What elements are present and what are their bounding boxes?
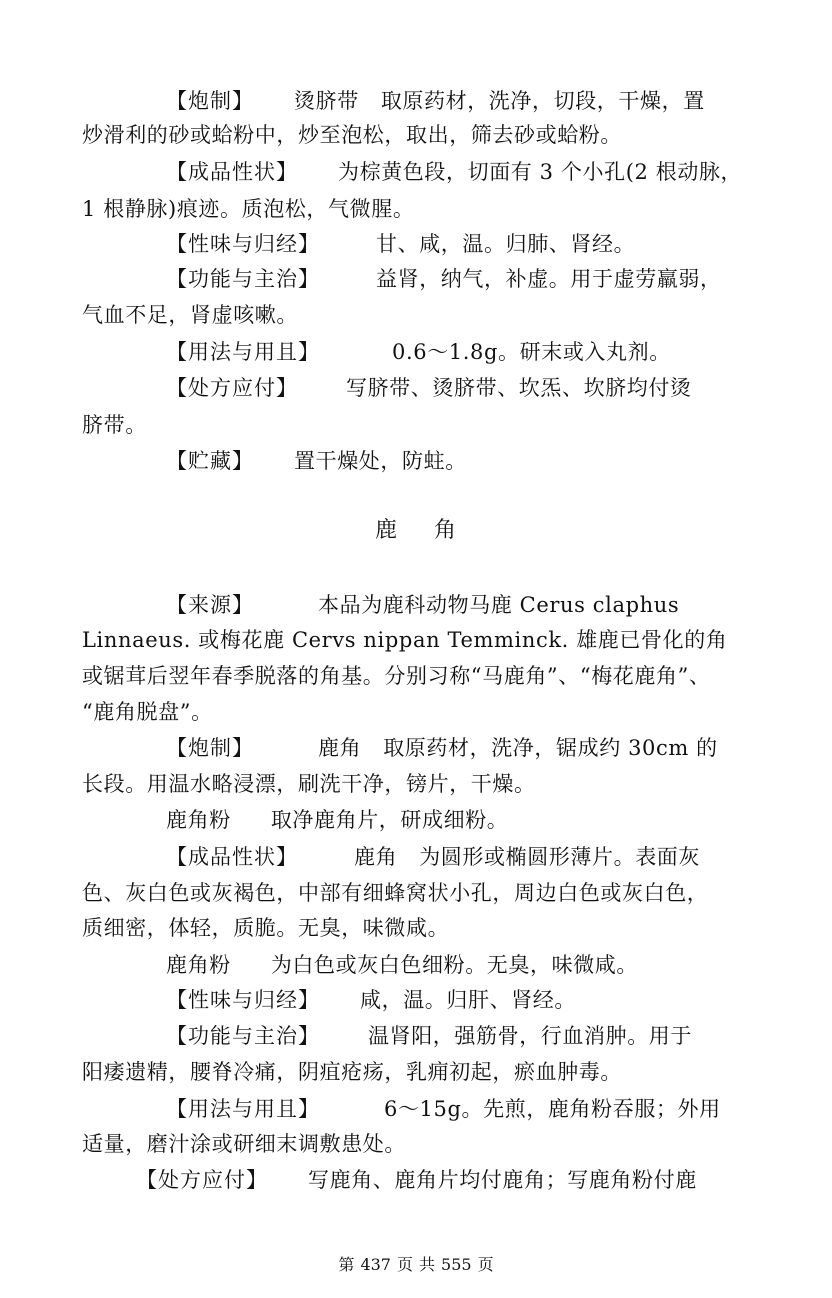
paragraph-yongfa <box>166 1095 752 1123</box>
paragraph-line: 阳痿遗精，腰脊冷痛，阴疽疮疡，乳痈初起，瘀血肿毒。 <box>82 1060 622 1084</box>
paragraph-xingwei <box>166 230 752 258</box>
footer-text: 页 <box>477 1255 494 1274</box>
title-char: 角 <box>434 518 458 543</box>
page-footer <box>0 1254 832 1276</box>
section-tag: 【功能与主治】 <box>166 1024 320 1048</box>
entry-title <box>0 517 832 545</box>
paragraph-yongfa <box>166 338 752 366</box>
footer-text: 第 <box>338 1255 355 1274</box>
paragraph-text: 咸，温。归肝、肾经。 <box>360 988 576 1012</box>
total-pages: 555 <box>441 1255 472 1274</box>
item-name: 烫脐带 <box>294 89 359 113</box>
paragraph-line: 气血不足，肾虚咳嗽。 <box>82 303 298 327</box>
section-tag: 【贮藏】 <box>166 449 254 473</box>
footer-text: 页 <box>396 1255 413 1274</box>
paragraph-gongneng <box>166 1022 752 1050</box>
paragraph-line: 1 根静脉)痕迹。质泡松，气微腥。 <box>82 197 415 221</box>
paragraph-xingzhuang <box>166 843 752 871</box>
paragraph-line: 炒滑利的砂或蛤粉中，炒至泡松，取出，筛去砂或蛤粉。 <box>82 123 622 147</box>
paragraph-chufang <box>136 1166 752 1194</box>
paragraph-text: 温肾阳，强筋骨，行血消肿。用于 <box>368 1024 692 1048</box>
section-tag: 【用法与用且】 <box>166 340 320 364</box>
section-tag: 【成品性状】 <box>166 160 298 184</box>
paragraph-text: 为圆形或椭圆形薄片。表面灰 <box>419 845 701 869</box>
paragraph-fen <box>166 806 752 834</box>
item-name: 鹿角 <box>354 845 398 869</box>
paragraph-gongneng <box>166 265 752 293</box>
section-tag: 【来源】 <box>166 593 254 617</box>
paragraph-line: Linnaeus. 或梅花鹿 Cervs nippan Temminck. 雄鹿已骨化的角 <box>82 628 728 652</box>
item-name: 鹿角粉 <box>166 953 231 977</box>
paragraph-text: 取原药材，洗净，锯成约 30cm 的 <box>383 736 718 760</box>
paragraph-paozhi <box>166 87 752 115</box>
paragraph-text: 甘、咸，温。归肺、肾经。 <box>376 232 636 256</box>
paragraph-line: 脐带。 <box>82 413 147 437</box>
paragraph-text: 置干燥处，防蛀。 <box>294 449 467 473</box>
paragraph-xingzhuang <box>166 158 752 186</box>
paragraph-line: 或锯茸后翌年春季脱落的角基。分别习称“马鹿角”、“梅花鹿角”、 <box>82 664 711 688</box>
section-tag: 【功能与主治】 <box>166 267 320 291</box>
section-tag: 【炮制】 <box>166 89 254 113</box>
item-name: 鹿角 <box>318 736 362 760</box>
section-tag: 【性味与归经】 <box>166 988 320 1012</box>
section-tag: 【处方应付】 <box>136 1168 268 1192</box>
paragraph-text: 0.6～1.8g。研末或入丸剂。 <box>392 340 671 364</box>
section-tag: 【成品性状】 <box>166 845 298 869</box>
paragraph-paozhi <box>166 734 752 762</box>
paragraph-line: “鹿角脱盘”。 <box>82 700 213 724</box>
paragraph-line: 质细密，体轻，质脆。无臭，味微咸。 <box>82 916 450 940</box>
section-tag: 【处方应付】 <box>166 376 298 400</box>
paragraph-fen2 <box>166 951 752 979</box>
item-name: 鹿角粉 <box>166 808 231 832</box>
paragraph-line: 适量，磨汁涂或研细末调敷患处。 <box>82 1132 406 1156</box>
paragraph-line: 长段。用温水略浸漂，刷洗干净，镑片，干燥。 <box>82 772 536 796</box>
title-char: 鹿 <box>374 518 398 543</box>
section-tag: 【用法与用且】 <box>166 1097 320 1121</box>
paragraph-text: 取原药材，洗净，切段，干燥，置 <box>380 89 705 113</box>
paragraph-text: 为棕黄色段，切面有 3 个小孔(2 根动脉， <box>338 160 743 184</box>
paragraph-laiyuan <box>166 591 752 619</box>
paragraph-text: 6～15g。先煎，鹿角粉吞服；外用 <box>384 1097 721 1121</box>
paragraph-text: 本品为鹿科动物马鹿 Cerus claphus <box>318 593 680 617</box>
paragraph-line: 色、灰白色或灰褐色，中部有细蜂窝状小孔，周边白色或灰白色， <box>82 881 709 905</box>
page-number: 437 <box>360 1255 391 1274</box>
paragraph-text: 益肾，纳气，补虚。用于虚劳羸弱， <box>376 267 722 291</box>
paragraph-text: 写脐带、烫脐带、坎炁、坎脐均付烫 <box>346 376 692 400</box>
paragraph-zhucang <box>166 447 752 475</box>
paragraph-text: 取净鹿角片，研成细粉。 <box>270 808 509 832</box>
section-tag: 【性味与归经】 <box>166 232 320 256</box>
paragraph-xingwei <box>166 986 752 1014</box>
paragraph-text: 写鹿角、鹿角片均付鹿角；写鹿角粉付鹿 <box>308 1168 697 1192</box>
footer-text: 共 <box>419 1255 436 1274</box>
paragraph-chufang <box>166 374 752 402</box>
section-tag: 【炮制】 <box>166 736 254 760</box>
paragraph-text: 为白色或灰白色细粉。无臭，味微咸。 <box>270 953 639 977</box>
